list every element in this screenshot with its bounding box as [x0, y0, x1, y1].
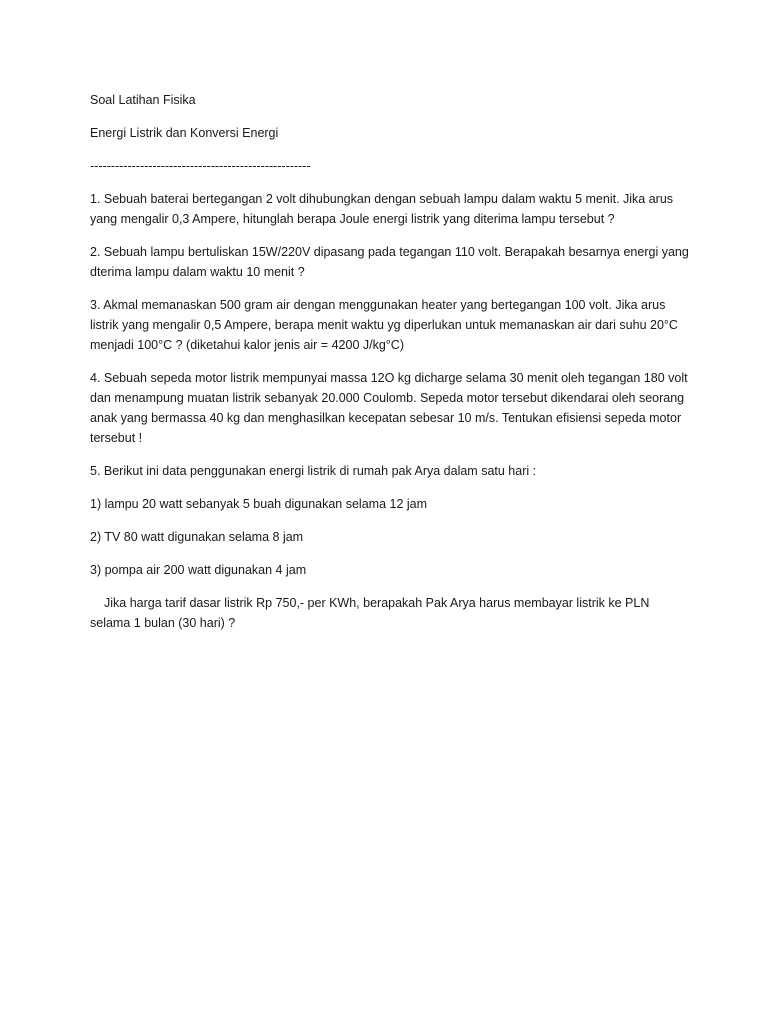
- question-3: 3. Akmal memanaskan 500 gram air dengan menggunakan heater yang bertegangan 100 volt. Jika arus listrik yang mengalir 0,5 Ampere, berapa menit waktu yg diperlukan untuk memanaskan air dari suhu 20°C menjadi 100°C ? (diketahui kalor jenis air = 4200 J/kg°C): [90, 298, 678, 352]
- document-subtitle: Energi Listrik dan Konversi Energi: [90, 126, 279, 140]
- document-title: Soal Latihan Fisika: [90, 93, 196, 107]
- question-1: 1. Sebuah baterai bertegangan 2 volt dihubungkan dengan sebuah lampu dalam waktu 5 menit. Jika arus yang mengalir 0,3 Ampere, hitunglah berapa Joule energi listrik yang diterima lampu tersebut ?: [90, 192, 674, 226]
- usage-item-2: 2) TV 80 watt digunakan selama 8 jam: [90, 530, 304, 544]
- usage-item-3: 3) pompa air 200 watt digunakan 4 jam: [90, 563, 307, 577]
- separator-line: -----------------------------------------------------: [90, 159, 311, 173]
- question-4: 4. Sebuah sepeda motor listrik mempunyai massa 12O kg dicharge selama 30 menit oleh tegangan 180 volt dan menampung muatan listrik sebanyak 20.000 Coulomb. Sepeda motor tersebut dikendarai oleh seorang anak yang bermassa 40 kg dan menghasilkan kecepatan sebesar 10 m/s. Tentukan efisiensi sepeda motor tersebut !: [90, 371, 688, 445]
- question-2: 2. Sebuah lampu bertuliskan 15W/220V dipasang pada tegangan 110 volt. Berapakah besarnya energi yang dterima lampu dalam waktu 10 menit ?: [90, 245, 689, 279]
- document-body: [90, 90, 690, 646]
- final-question: Jika harga tarif dasar listrik Rp 750,- per KWh, berapakah Pak Arya harus membayar listrik ke PLN selama 1 bulan (30 hari) ?: [90, 596, 650, 630]
- usage-item-1: 1) lampu 20 watt sebanyak 5 buah digunakan selama 12 jam: [90, 497, 428, 511]
- question-5: 5. Berikut ini data penggunakan energi listrik di rumah pak Arya dalam satu hari :: [90, 464, 537, 478]
